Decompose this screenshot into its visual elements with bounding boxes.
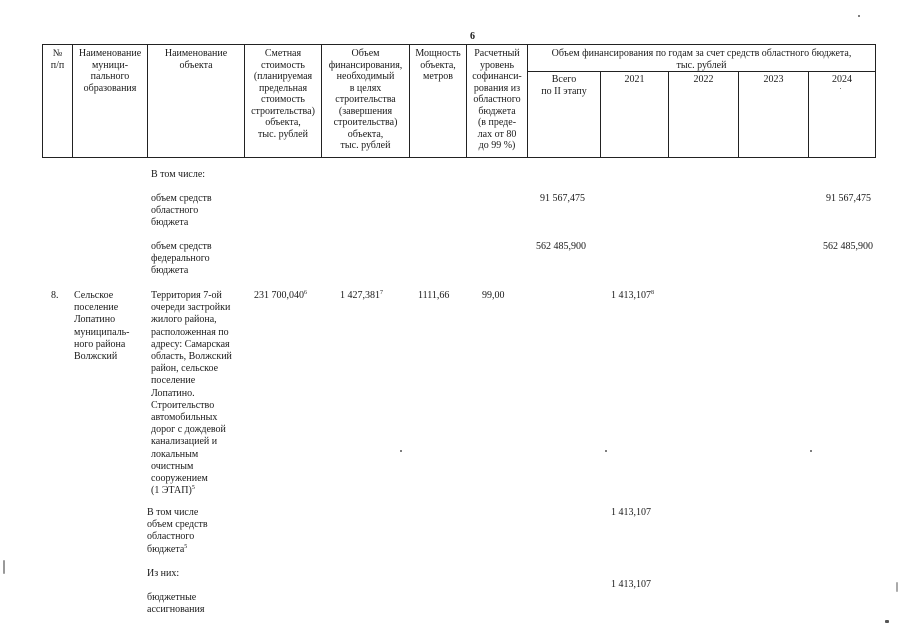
row8-including-2021: 1 413,107 <box>611 507 651 518</box>
regional-2024: 91 567,475 <box>826 193 871 204</box>
including-label: В том числе: <box>151 169 206 180</box>
row8-municipality: Сельское поселение Лопатино муниципаль- ного района Волжский <box>74 290 130 363</box>
budget-2021: 1 413,107 <box>611 579 651 590</box>
page-number: 6 <box>470 31 475 42</box>
row8-cost-value: 231 700,040 <box>254 290 304 301</box>
federal-2024: 562 485,900 <box>823 241 873 252</box>
header-years-group: Объем финансирования по годам за счет средств областного бюджета, тыс. рублей <box>551 48 852 71</box>
federal-total: 562 485,900 <box>536 241 586 252</box>
row8-financing-footnote: 7 <box>380 290 383 296</box>
header-object: Наименование объекта <box>164 48 228 71</box>
row8-cost-footnote: 6 <box>304 290 307 296</box>
header-capacity: Мощность объекта, метров <box>415 48 461 82</box>
row8-financing <box>340 290 383 302</box>
row8-financing-value: 1 427,381 <box>340 290 380 301</box>
header-2021: 2021 <box>624 74 645 85</box>
regional-label: объем средств областного бюджета <box>151 193 212 229</box>
row8-cost <box>254 290 307 302</box>
row8-including-label: В том числе объем средств областного бюджета <box>147 507 208 555</box>
row8-2021-footnote: 8 <box>651 290 654 296</box>
row8-object <box>151 290 232 497</box>
header-num: № п/п <box>50 48 65 71</box>
federal-label: объем средств федерального бюджета <box>151 241 212 277</box>
row8-number: 8. <box>51 290 59 301</box>
row8-cofinancing: 99,00 <box>482 290 505 301</box>
row8-capacity: 1111,66 <box>418 290 450 301</box>
row8-including-footnote: 5 <box>184 543 188 550</box>
header-2022: 2022 <box>693 74 714 85</box>
row8-including <box>147 507 208 556</box>
row8-object-text: Территория 7-ой очереди застройки жилого района, расположенная по адресу: Самарская область, Волжский район, сельское поселение Лопатино. Строительство автомобильных дорог с дождевой канализацией и локальным очистным сооружением (1 ЭТАП) <box>151 290 232 497</box>
header-estimated-cost: Сметная стоимость (планируемая предельная стоимость строительства) объекта, тыс. рублей <box>251 48 315 140</box>
header-total: Всего по II этапу <box>541 74 587 97</box>
header-financing-volume: Объем финансирования, необходимый в целях строительства (завершения строительства) объекта, тыс. рублей <box>328 48 403 151</box>
header-2024: 2024 <box>832 74 852 85</box>
row8-object-footnote: 5 <box>191 485 195 492</box>
budget-label: бюджетные ассигнования <box>147 592 205 616</box>
row8-2021 <box>611 290 654 302</box>
header-cofinancing: Расчетный уровень софинанси- рования из областного бюджета (в преде- лах от 80 до 99 %) <box>472 48 522 151</box>
regional-total: 91 567,475 <box>540 193 585 204</box>
header-2023: 2023 <box>763 74 784 85</box>
row8-2021-value: 1 413,107 <box>611 290 651 301</box>
header-municipality: Наименование муници- пального образования <box>78 48 142 94</box>
of-them-label: Из них: <box>147 568 180 579</box>
